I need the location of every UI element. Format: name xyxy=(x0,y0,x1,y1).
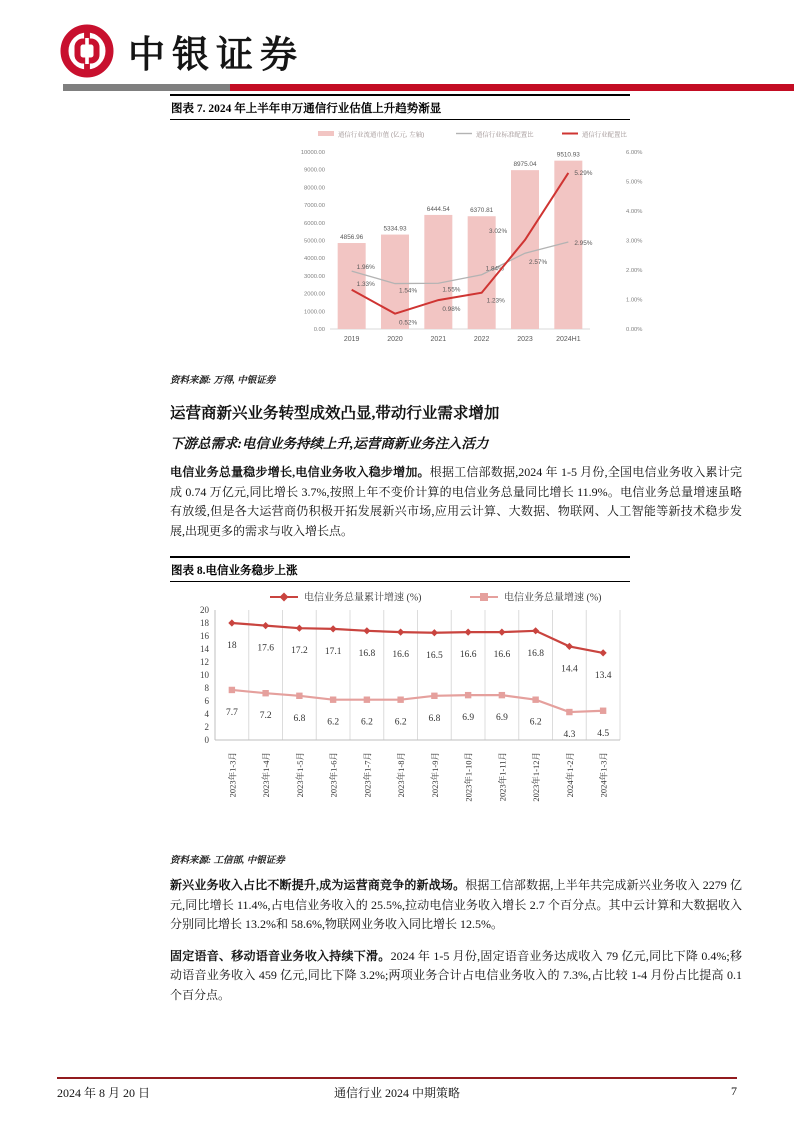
svg-text:1.84%: 1.84% xyxy=(485,265,504,273)
svg-text:通信行业配置比: 通信行业配置比 xyxy=(582,131,627,139)
section-heading: 运营商新兴业务转型成效凸显,带动行业需求增加 xyxy=(170,405,500,422)
figure-7-title: 图表 7. 2024 年上半年申万通信行业估值上升趋势渐显 xyxy=(170,94,630,120)
svg-text:1.54%: 1.54% xyxy=(399,287,418,295)
svg-text:2023: 2023 xyxy=(517,336,533,343)
svg-text:2023年1-3月: 2023年1-3月 xyxy=(227,752,238,798)
svg-text:18: 18 xyxy=(227,641,237,651)
svg-text:5.00%: 5.00% xyxy=(626,179,643,186)
footer-page-number: 7 xyxy=(731,1084,738,1098)
svg-text:12: 12 xyxy=(200,657,209,667)
svg-text:2: 2 xyxy=(204,722,209,732)
svg-text:1000.00: 1000.00 xyxy=(304,309,325,316)
paragraph-1-lead: 电信业务总量稳步增长,电信业务收入稳步增加。 xyxy=(170,465,430,479)
svg-text:0.52%: 0.52% xyxy=(399,319,418,327)
section-new-business xyxy=(170,876,742,1017)
svg-text:6.8: 6.8 xyxy=(428,713,441,724)
svg-text:7.7: 7.7 xyxy=(225,707,238,718)
header-rule-red xyxy=(230,84,794,91)
paragraph-1-body: 根据工信部数据,2024 年 1-5 月份,全国电信业务收入累计完成 0.74 万亿元,同比增长 3.7%,按照上年不变价计算的电信业务总量同比增长 11.9%。电信业务总量增速虽略有放缓,但是各大运营商仍积极开拓发展新兴市场,应用云计算、大数据、物联网、人工智能等新技术稳步发展,出现更多的需求与收入增长点。 xyxy=(170,465,742,538)
figure-7 xyxy=(170,94,643,386)
svg-text:1.55%: 1.55% xyxy=(442,286,461,294)
paragraph-2-lead: 新兴业务收入占比不断提升,成为运营商竞争的新战场。 xyxy=(170,878,466,892)
svg-text:2.95%: 2.95% xyxy=(574,239,593,247)
svg-text:2.00%: 2.00% xyxy=(626,268,643,274)
svg-text:2.57%: 2.57% xyxy=(529,259,548,267)
svg-text:2023年1-5月: 2023年1-5月 xyxy=(294,752,305,798)
svg-text:1.23%: 1.23% xyxy=(486,297,505,305)
svg-text:16.6: 16.6 xyxy=(493,650,511,661)
svg-text:8000.00: 8000.00 xyxy=(304,185,325,192)
svg-text:2022: 2022 xyxy=(473,336,490,343)
svg-text:3000.00: 3000.00 xyxy=(304,273,325,280)
svg-text:10000.00: 10000.00 xyxy=(300,150,325,156)
svg-text:2024H1: 2024H1 xyxy=(556,336,581,343)
svg-text:10: 10 xyxy=(200,670,209,680)
svg-text:6.9: 6.9 xyxy=(495,713,508,724)
svg-text:4856.96: 4856.96 xyxy=(340,234,364,242)
svg-text:5.29%: 5.29% xyxy=(574,169,593,177)
paragraph-2 xyxy=(170,876,742,935)
svg-text:16.6: 16.6 xyxy=(459,650,477,661)
figure-8-source: 资料来源: 工信部, 中银证券 xyxy=(170,856,285,866)
figure-8 xyxy=(170,556,630,866)
svg-text:17.1: 17.1 xyxy=(324,646,342,657)
svg-text:1.00%: 1.00% xyxy=(626,297,643,304)
svg-text:2024年1-3月: 2024年1-3月 xyxy=(598,752,609,798)
svg-text:6444.54: 6444.54 xyxy=(426,205,450,213)
svg-text:16: 16 xyxy=(200,631,209,641)
svg-text:2020: 2020 xyxy=(387,336,403,343)
svg-text:6.2: 6.2 xyxy=(394,717,407,728)
svg-text:通信行业流通市值 (亿元, 左轴): 通信行业流通市值 (亿元, 左轴) xyxy=(338,131,425,139)
svg-text:9000.00: 9000.00 xyxy=(304,167,325,174)
svg-text:4000.00: 4000.00 xyxy=(304,256,325,263)
svg-text:6000.00: 6000.00 xyxy=(304,220,325,227)
svg-text:13.4: 13.4 xyxy=(594,670,612,681)
svg-text:2024年1-2月: 2024年1-2月 xyxy=(564,752,575,798)
svg-text:6.00%: 6.00% xyxy=(626,150,643,156)
chart-8-canvas xyxy=(170,586,630,844)
svg-text:通信行业标准配置比: 通信行业标准配置比 xyxy=(476,131,534,139)
svg-text:0.00: 0.00 xyxy=(313,327,325,333)
svg-text:电信业务总量累计增速 (%): 电信业务总量累计增速 (%) xyxy=(304,592,422,604)
svg-text:2023年1-7月: 2023年1-7月 xyxy=(362,752,373,798)
paragraph-3-lead: 固定语音、移动语音业务收入持续下滑。 xyxy=(170,948,391,963)
svg-text:6.2: 6.2 xyxy=(529,717,542,728)
svg-text:17.2: 17.2 xyxy=(291,646,308,657)
svg-text:电信业务总量增速 (%): 电信业务总量增速 (%) xyxy=(504,592,602,604)
svg-text:17.6: 17.6 xyxy=(257,643,274,654)
svg-text:2023年1-11月: 2023年1-11月 xyxy=(497,752,508,802)
svg-text:2023年1-10月: 2023年1-10月 xyxy=(463,752,474,802)
svg-text:7.2: 7.2 xyxy=(259,711,272,722)
svg-text:2019: 2019 xyxy=(343,336,360,343)
svg-text:0.00%: 0.00% xyxy=(626,327,643,333)
brand-name: 中银证券 xyxy=(128,35,304,76)
svg-text:0.98%: 0.98% xyxy=(442,306,461,314)
svg-text:4: 4 xyxy=(204,709,209,719)
svg-text:8: 8 xyxy=(204,683,209,693)
svg-text:5000.00: 5000.00 xyxy=(304,238,325,245)
footer-rule xyxy=(57,1077,737,1079)
svg-text:3.00%: 3.00% xyxy=(626,238,643,245)
svg-text:2023年1-4月: 2023年1-4月 xyxy=(261,752,272,798)
svg-text:3.02%: 3.02% xyxy=(489,227,508,235)
footer-date: 2024 年 8 月 20 日 xyxy=(57,1086,151,1100)
boc-logo-icon xyxy=(60,24,114,78)
svg-text:0: 0 xyxy=(204,735,209,745)
paragraph-1 xyxy=(170,463,742,541)
svg-text:6: 6 xyxy=(204,696,209,706)
footer xyxy=(57,1084,737,1101)
svg-text:2023年1-6月: 2023年1-6月 xyxy=(328,752,339,798)
svg-text:20: 20 xyxy=(200,605,209,615)
svg-text:16.8: 16.8 xyxy=(358,648,376,659)
section-downstream-demand xyxy=(170,401,742,553)
svg-text:6.2: 6.2 xyxy=(327,717,340,728)
svg-text:5334.93: 5334.93 xyxy=(383,225,407,233)
svg-text:6.2: 6.2 xyxy=(360,717,373,728)
svg-text:14.4: 14.4 xyxy=(561,664,578,675)
header-rule-gray xyxy=(63,84,230,91)
svg-text:7000.00: 7000.00 xyxy=(304,203,325,210)
header-rule xyxy=(63,84,794,91)
svg-text:18: 18 xyxy=(200,618,209,628)
svg-text:2023年1-8月: 2023年1-8月 xyxy=(396,752,407,798)
svg-text:2023年1-9月: 2023年1-9月 xyxy=(429,752,440,798)
svg-text:1.33%: 1.33% xyxy=(356,280,375,288)
paragraph-2-body: 根据工信部数据,上半年共完成新兴业务收入 2279 亿元,同比增长 11.4%,占电信业务收入的 25.5%,拉动电信业务收入增长 2.7 个百分点。其中云计算和大数据收入分别同比增长 13.2%和 58.6%,物联网业务收入同比增长 12.5%。 xyxy=(170,878,742,932)
svg-text:2000.00: 2000.00 xyxy=(304,291,325,298)
svg-text:2023年1-12月: 2023年1-12月 xyxy=(531,752,542,802)
svg-text:4.3: 4.3 xyxy=(563,730,576,741)
svg-text:2021: 2021 xyxy=(430,336,447,343)
svg-text:9510.93: 9510.93 xyxy=(556,151,580,159)
svg-text:8975.04: 8975.04 xyxy=(513,161,537,169)
section-subheading: 下游总需求:电信业务持续上升,运营商新业务注入活力 xyxy=(170,436,489,451)
svg-text:16.5: 16.5 xyxy=(426,650,443,661)
svg-text:4.00%: 4.00% xyxy=(626,209,643,215)
svg-text:16.6: 16.6 xyxy=(392,650,409,661)
svg-text:6.8: 6.8 xyxy=(293,713,306,724)
chart-7-canvas xyxy=(288,124,648,364)
figure-7-source: 资料来源: 万得, 中银证券 xyxy=(170,376,276,386)
svg-text:16.8: 16.8 xyxy=(527,648,544,659)
paragraph-3-body: 2024 年 1-5 月份,固定语音业务达成收入 79 亿元,同比下降 0.4%;移动语音业务收入 459 亿元,同比下降 3.2%;两项业务合计占电信业务收入的 7.3%,占比较 1-4 月份占比提高 0.1 个百分点。 xyxy=(170,948,743,1002)
svg-text:4.5: 4.5 xyxy=(597,728,610,739)
footer-report-title: 通信行业 2024 中期策略 xyxy=(334,1086,461,1100)
svg-text:6.9: 6.9 xyxy=(462,713,475,724)
header xyxy=(60,24,304,78)
paragraph-3 xyxy=(170,947,742,1006)
figure-8-title: 图表 8.电信业务稳步上涨 xyxy=(170,556,630,582)
svg-text:1.96%: 1.96% xyxy=(356,264,375,272)
svg-text:6370.81: 6370.81 xyxy=(470,207,494,215)
svg-text:14: 14 xyxy=(200,644,209,654)
